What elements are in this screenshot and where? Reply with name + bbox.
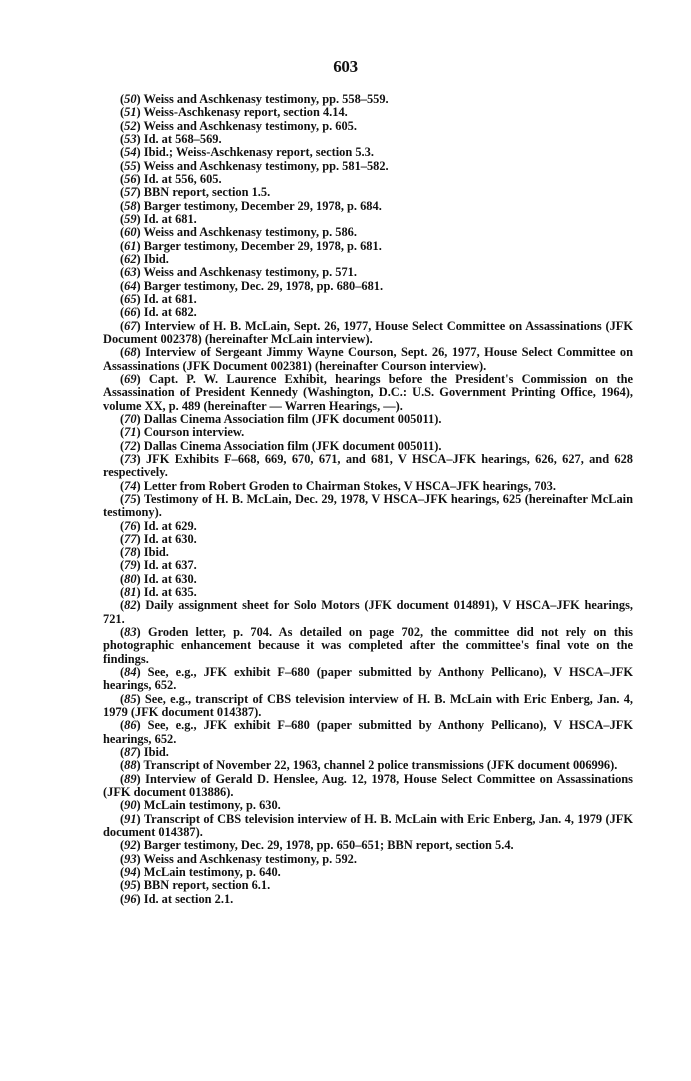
footnote-text: Id. at 556, 605. (143, 171, 222, 186)
footnote-72 (103, 440, 633, 453)
footnote-77 (103, 533, 633, 546)
footnote-50 (103, 93, 633, 106)
footnote-text: Weiss and Aschkenasy testimony, p. 592. (143, 851, 357, 866)
footnote-text: Interview of Gerald D. Henslee, Aug. 12, 1978, House Select Committee on Assassinations (JFK document 013886). (103, 771, 633, 800)
footnote-69 (103, 373, 633, 413)
footnote-number-close-paren: ) (136, 758, 144, 773)
footnote-number-open-paren: ( (120, 798, 125, 813)
footnote-text: Testimony of H. B. McLain, Dec. 29, 1978, V HSCA–JFK hearings, 625 (hereinafter McLain testimony). (103, 491, 634, 520)
footnote-number-open-paren: ( (120, 158, 125, 173)
footnote-73 (103, 453, 633, 480)
footnote-number-close-paren: ) (136, 265, 144, 280)
footnote-81 (103, 586, 633, 599)
footnote-number: 69 (124, 371, 137, 386)
footnote-text: Weiss and Aschkenasy testimony, p. 571. (143, 265, 357, 280)
footnote-text: McLain testimony, p. 640. (143, 865, 281, 880)
footnote-number-open-paren: ( (120, 291, 125, 306)
footnote-number: 80 (124, 571, 137, 586)
footnote-95 (103, 879, 633, 892)
footnote-number-open-paren: ( (120, 758, 125, 773)
footnote-text: Barger testimony, December 29, 1978, p. 681. (143, 238, 382, 253)
footnote-number: 91 (124, 811, 137, 826)
footnote-number-close-paren: ) (136, 665, 148, 680)
footnote-number-open-paren: ( (120, 318, 125, 333)
footnote-number-close-paren: ) (136, 451, 146, 466)
footnote-text: Weiss-Aschkenasy report, section 4.14. (143, 105, 348, 120)
footnote-number: 93 (124, 851, 137, 866)
footnote-text: Id. at section 2.1. (143, 891, 234, 906)
footnote-number: 92 (124, 838, 137, 853)
footnote-53 (103, 133, 633, 146)
footnote-number-open-paren: ( (120, 558, 125, 573)
footnote-number-close-paren: ) (136, 571, 144, 586)
footnote-number-open-paren: ( (120, 478, 125, 493)
footnote-number-open-paren: ( (120, 451, 125, 466)
footnote-number-open-paren: ( (120, 491, 125, 506)
footnote-number: 52 (124, 118, 137, 133)
footnote-number-close-paren: ) (136, 531, 144, 546)
footnote-number-open-paren: ( (120, 105, 125, 120)
footnote-number-close-paren: ) (136, 491, 144, 506)
footnote-number: 63 (124, 265, 137, 280)
footnote-number-close-paren: ) (136, 118, 144, 133)
footnote-85 (103, 693, 633, 720)
footnote-number-close-paren: ) (136, 745, 144, 760)
footnote-text: Id. at 637. (143, 558, 197, 573)
footnote-number-close-paren: ) (136, 225, 144, 240)
footnote-number: 95 (124, 878, 137, 893)
footnotes-list (103, 93, 633, 906)
footnote-text: Id. at 681. (143, 291, 197, 306)
footnote-number: 83 (124, 625, 137, 640)
footnote-number: 59 (124, 211, 137, 226)
footnote-number-close-paren: ) (136, 585, 144, 600)
footnote-number-close-paren: ) (136, 251, 144, 266)
footnote-number-close-paren: ) (136, 771, 146, 786)
footnote-number: 58 (124, 198, 137, 213)
footnote-text: Id. at 629. (143, 518, 197, 533)
footnote-number-close-paren: ) (136, 131, 144, 146)
footnote-number-open-paren: ( (120, 265, 125, 280)
footnote-number-open-paren: ( (120, 878, 125, 893)
footnote-text: Id. at 630. (143, 531, 197, 546)
footnote-59 (103, 213, 633, 226)
page-number: 603 (333, 57, 358, 76)
footnote-56 (103, 173, 633, 186)
footnote-number-close-paren: ) (136, 171, 144, 186)
footnote-text: Ibid.; Weiss-Aschkenasy report, section 5.3. (143, 145, 374, 160)
footnote-number-close-paren: ) (136, 545, 144, 560)
footnote-number-open-paren: ( (120, 571, 125, 586)
footnote-number: 70 (124, 411, 137, 426)
footnote-number-open-paren: ( (120, 198, 125, 213)
footnote-number: 64 (124, 278, 137, 293)
footnote-number: 84 (124, 665, 137, 680)
footnote-text: Weiss and Aschkenasy testimony, pp. 581–582. (143, 158, 389, 173)
footnote-number-close-paren: ) (136, 598, 146, 613)
footnote-number-open-paren: ( (120, 278, 125, 293)
footnote-number-open-paren: ( (120, 118, 125, 133)
footnote-number-close-paren: ) (136, 518, 144, 533)
footnote-57 (103, 186, 633, 199)
footnote-number-open-paren: ( (120, 665, 125, 680)
footnote-number: 51 (124, 105, 137, 120)
footnote-number-open-paren: ( (120, 305, 125, 320)
footnote-number: 90 (124, 798, 137, 813)
footnote-number-open-paren: ( (120, 371, 125, 386)
footnote-number-open-paren: ( (120, 771, 125, 786)
footnote-number: 81 (124, 585, 137, 600)
footnote-number-open-paren: ( (120, 411, 125, 426)
footnote-text: Id. at 635. (143, 585, 197, 600)
footnote-88 (103, 759, 633, 772)
footnote-number-open-paren: ( (120, 718, 125, 733)
footnote-number-open-paren: ( (120, 345, 125, 360)
footnote-number: 77 (124, 531, 137, 546)
footnote-text: Id. at 681. (143, 211, 197, 226)
footnote-67 (103, 320, 633, 347)
footnote-number-open-paren: ( (120, 545, 125, 560)
footnote-number: 65 (124, 291, 137, 306)
footnote-number: 79 (124, 558, 137, 573)
footnote-93 (103, 853, 633, 866)
footnote-62 (103, 253, 633, 266)
footnote-number: 87 (124, 745, 137, 760)
footnote-number-open-paren: ( (120, 185, 125, 200)
footnote-89 (103, 773, 633, 800)
footnote-64 (103, 280, 633, 293)
footnote-number: 88 (124, 758, 137, 773)
footnote-61 (103, 240, 633, 253)
footnote-text: Interview of H. B. McLain, Sept. 26, 1977, House Select Committee on Assassinations (JFK Document 002378) (hereinafter McLain interview). (103, 318, 633, 346)
footnote-74 (103, 480, 633, 493)
footnote-text: Weiss and Aschkenasy testimony, pp. 558–559. (143, 92, 389, 106)
footnote-text: Barger testimony, December 29, 1978, p. 684. (143, 198, 382, 213)
footnote-number-open-paren: ( (120, 891, 125, 906)
footnote-text: Weiss and Aschkenasy testimony, p. 605. (143, 118, 357, 133)
footnote-82 (103, 599, 633, 626)
footnote-number-open-paren: ( (120, 691, 125, 706)
footnote-55 (103, 160, 633, 173)
footnote-number-close-paren: ) (136, 798, 144, 813)
footnote-51 (103, 106, 633, 119)
footnote-number-close-paren: ) (136, 211, 144, 226)
footnote-number-open-paren: ( (120, 92, 125, 106)
footnote-text: Letter from Robert Groden to Chairman Stokes, V HSCA–JFK hearings, 703. (143, 478, 556, 493)
footnote-number-close-paren: ) (136, 291, 144, 306)
footnote-number-close-paren: ) (136, 145, 144, 160)
footnote-60 (103, 226, 633, 239)
footnote-number: 75 (124, 491, 137, 506)
footnote-number: 62 (124, 251, 137, 266)
footnote-number-open-paren: ( (120, 811, 125, 826)
footnote-number-close-paren: ) (136, 92, 144, 106)
footnote-number-close-paren: ) (136, 625, 148, 640)
footnote-91 (103, 813, 633, 840)
footnote-text: Interview of Sergeant Jimmy Wayne Courson, Sept. 26, 1977, House Select Committee on Assassinations (JFK Document 002381) (hereinafter Courson interview). (103, 345, 633, 373)
footnote-number: 96 (124, 891, 137, 906)
footnote-text: Id. at 682. (143, 305, 197, 320)
footnote-number-close-paren: ) (136, 411, 144, 426)
footnote-number-close-paren: ) (136, 238, 144, 253)
footnote-94 (103, 866, 633, 879)
footnote-number: 89 (124, 771, 137, 786)
footnote-text: Barger testimony, Dec. 29, 1978, pp. 650–651; BBN report, section 5.4. (143, 838, 514, 853)
footnote-78 (103, 546, 633, 559)
footnote-90 (103, 799, 633, 812)
footnote-number-open-paren: ( (120, 425, 125, 440)
footnote-number-close-paren: ) (136, 478, 144, 493)
footnote-text: Barger testimony, Dec. 29, 1978, pp. 680–681. (143, 278, 384, 293)
footnote-79 (103, 559, 633, 572)
footnote-87 (103, 746, 633, 759)
footnote-text: Transcript of CBS television interview of H. B. McLain with Eric Enberg, Jan. 4, 1979 (JFK document 014387). (103, 811, 634, 840)
footnote-number-open-paren: ( (120, 131, 125, 146)
footnote-68 (103, 346, 633, 373)
footnote-number-close-paren: ) (136, 438, 144, 453)
footnote-66 (103, 306, 633, 319)
footnote-number: 76 (124, 518, 137, 533)
footnote-number-open-paren: ( (120, 518, 125, 533)
footnote-number-close-paren: ) (136, 811, 144, 826)
footnote-text: Ibid. (143, 251, 169, 266)
footnote-number: 74 (124, 478, 137, 493)
footnote-text: Id. at 568–569. (143, 131, 222, 146)
footnote-text: See, e.g., JFK exhibit F–680 (paper submitted by Anthony Pellicano), V HSCA–JFK hearings, 652. (103, 665, 633, 693)
footnote-number-close-paren: ) (136, 158, 144, 173)
footnote-number-close-paren: ) (136, 105, 144, 120)
footnote-number: 53 (124, 131, 137, 146)
footnote-58 (103, 200, 633, 213)
footnote-number-open-paren: ( (120, 251, 125, 266)
footnote-86 (103, 719, 633, 746)
footnote-number: 54 (124, 145, 137, 160)
footnote-number-open-paren: ( (120, 838, 125, 853)
footnote-number: 73 (124, 451, 137, 466)
footnote-number-close-paren: ) (136, 891, 144, 906)
footnote-text: Dallas Cinema Association film (JFK document 005011). (143, 411, 442, 426)
footnote-number-close-paren: ) (136, 198, 144, 213)
footnote-83 (103, 626, 633, 666)
footnote-number: 85 (124, 691, 137, 706)
footnote-number-close-paren: ) (136, 878, 144, 893)
footnote-text: Courson interview. (143, 425, 245, 440)
footnote-text: Dallas Cinema Association film (JFK document 005011). (143, 438, 442, 453)
footnote-84 (103, 666, 633, 693)
footnote-number-close-paren: ) (136, 718, 148, 733)
footnote-text: Transcript of November 22, 1963, channel 2 police transmissions (JFK document 006996). (143, 758, 618, 773)
footnote-number: 67 (124, 318, 137, 333)
footnote-number-open-paren: ( (120, 211, 125, 226)
footnote-number: 78 (124, 545, 137, 560)
footnote-text: Capt. P. W. Laurence Exhibit, hearings before the President's Commission on the Assassination of President Kennedy (Washington, D.C.: U.S. Government Printing Office, 1964), volume XX, p. 489 (hereinafter — Warren Hearings, —). (103, 371, 633, 413)
footnote-text: Id. at 630. (143, 571, 197, 586)
footnote-text: McLain testimony, p. 630. (143, 798, 281, 813)
footnote-96 (103, 893, 633, 906)
footnote-number-close-paren: ) (136, 318, 145, 333)
footnote-number-open-paren: ( (120, 171, 125, 186)
footnote-number-close-paren: ) (136, 865, 144, 880)
footnote-75 (103, 493, 633, 520)
footnote-76 (103, 520, 633, 533)
footnote-number-close-paren: ) (136, 185, 144, 200)
footnote-number: 71 (124, 425, 137, 440)
footnote-text: Daily assignment sheet for Solo Motors (JFK document 014891), V HSCA–JFK hearings, 721. (103, 598, 633, 626)
footnote-70 (103, 413, 633, 426)
footnote-number: 57 (124, 185, 137, 200)
footnote-number: 82 (124, 598, 137, 613)
footnote-63 (103, 266, 633, 279)
footnote-71 (103, 426, 633, 439)
footnote-number: 61 (124, 238, 137, 253)
footnote-text: Ibid. (143, 545, 169, 560)
footnote-number: 72 (124, 438, 137, 453)
footnote-number-open-paren: ( (120, 145, 125, 160)
footnote-54 (103, 146, 633, 159)
footnote-text: BBN report, section 6.1. (143, 878, 271, 893)
footnote-number-open-paren: ( (120, 438, 125, 453)
footnote-number: 50 (124, 92, 137, 106)
footnote-65 (103, 293, 633, 306)
footnote-number-open-paren: ( (120, 745, 125, 760)
footnote-number-close-paren: ) (136, 425, 144, 440)
footnote-80 (103, 573, 633, 586)
footnote-number-open-paren: ( (120, 865, 125, 880)
footnote-number-close-paren: ) (136, 345, 146, 360)
footnote-number-close-paren: ) (136, 305, 144, 320)
footnote-92 (103, 839, 633, 852)
footnote-number: 60 (124, 225, 137, 240)
footnote-number: 66 (124, 305, 137, 320)
footnote-number: 68 (124, 345, 137, 360)
footnote-number-open-paren: ( (120, 585, 125, 600)
footnote-number-close-paren: ) (136, 558, 144, 573)
footnote-number: 94 (124, 865, 137, 880)
footnote-number-open-paren: ( (120, 225, 125, 240)
footnote-number-close-paren: ) (136, 691, 145, 706)
footnote-number-open-paren: ( (120, 851, 125, 866)
footnote-text: Groden letter, p. 704. As detailed on page 702, the committee did not rely on this photographic enhancement because it was completed after the committee's final vote on the findings. (103, 625, 633, 666)
footnote-number: 86 (124, 718, 137, 733)
footnote-number-close-paren: ) (136, 851, 144, 866)
footnote-number-close-paren: ) (136, 838, 144, 853)
footnote-number-open-paren: ( (120, 531, 125, 546)
footnote-number-close-paren: ) (136, 371, 149, 386)
footnote-number-open-paren: ( (120, 238, 125, 253)
footnote-text: JFK Exhibits F–668, 669, 670, 671, and 681, V HSCA–JFK hearings, 626, 627, and 628 respectively. (103, 451, 633, 480)
footnote-text: See, e.g., transcript of CBS television interview of H. B. McLain with Eric Enberg, Jan. 4, 1979 (JFK document 014387). (103, 691, 633, 720)
footnote-number-open-paren: ( (120, 598, 125, 613)
footnote-number-close-paren: ) (136, 278, 144, 293)
footnote-52 (103, 120, 633, 133)
footnote-number: 56 (124, 171, 137, 186)
footnote-number: 55 (124, 158, 137, 173)
footnote-text: BBN report, section 1.5. (143, 185, 271, 200)
footnote-text: Ibid. (143, 745, 169, 760)
footnote-number-open-paren: ( (120, 625, 125, 640)
footnote-text: Weiss and Aschkenasy testimony, p. 586. (143, 225, 357, 240)
footnote-text: See, e.g., JFK exhibit F–680 (paper submitted by Anthony Pellicano), V HSCA–JFK hearings, 652. (103, 718, 633, 746)
